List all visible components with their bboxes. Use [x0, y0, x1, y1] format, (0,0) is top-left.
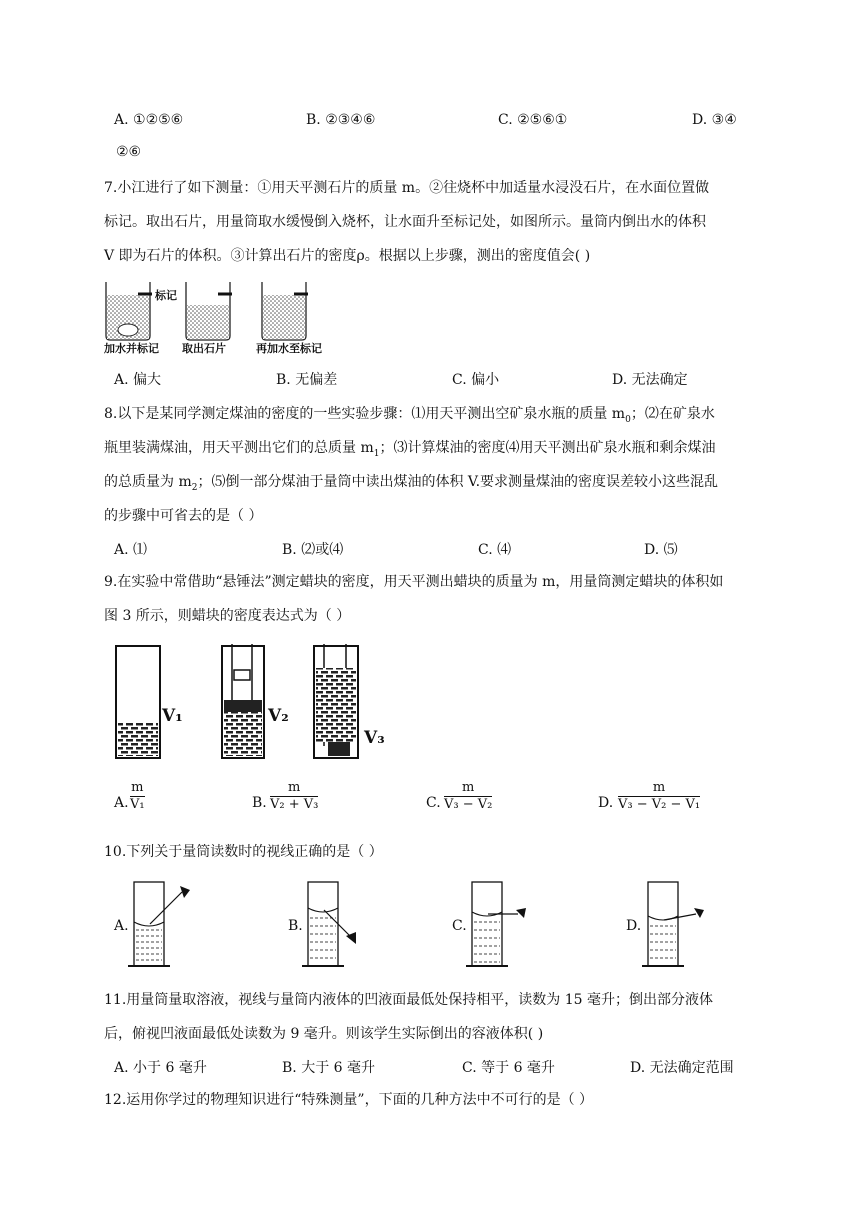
q6-option-d: D. ③④ [692, 112, 737, 128]
q8-line-1: 8.以下是某同学测定煤油的密度的一些实验步骤：⑴用天平测出空矿泉水瓶的质量 $m_0$；⑵在矿泉水 [104, 406, 715, 425]
q10-option-b-figure [300, 878, 370, 972]
q7-caption-2: 取出石片 [182, 342, 226, 355]
q11-option-a: A. 小于 6 毫升 [114, 1060, 207, 1076]
q9-line-2: 图 3 所示，则蜡块的密度表达式为（ ） [104, 608, 351, 624]
q7-line-1: 7.小江进行了如下测量：①用天平测石片的质量 m。②往烧杯中加适量水浸没石片，在水面位置做 [104, 180, 710, 196]
q9-option-a-letter: A. [114, 795, 129, 811]
q9-label-v2: V₂ [268, 706, 289, 726]
q7-mark-label: 标记 [155, 289, 177, 302]
q7-caption-1: 加水并标记 [104, 342, 159, 355]
q12-text: 12.运用你学过的物理知识进行“特殊测量”，下面的几种方法中不可行的是（ ） [104, 1092, 594, 1108]
q7-option-b: B. 无偏差 [276, 372, 338, 388]
q10-option-d-letter: D. [626, 918, 642, 934]
q6-option-c: C. ②⑤⑥① [498, 112, 568, 128]
q11-option-c: C. 等于 6 毫升 [462, 1060, 555, 1076]
q7-caption-3: 再加水至标记 [256, 342, 322, 355]
q7-line-2: 标记。取出石片，用量筒取水缓慢倒入烧杯，让水面升至标记处，如图所示。量筒内倒出水的体积 [104, 214, 706, 230]
q11-line-1: 11.用量筒量取溶液，视线与量筒内液体的凹液面最低处保持相平，读数为 15 毫升；倒出部分液体 [104, 992, 713, 1008]
q8-line-4: 的步骤中可省去的是（ ） [104, 508, 263, 524]
q10-option-c-letter: C. [452, 918, 467, 934]
q9-option-c-letter: C. [426, 795, 441, 811]
q6-option-b: B. ②③④⑥ [306, 112, 376, 128]
q9-label-v3: V₃ [364, 728, 385, 748]
q9-option-b-fraction: m V₂ + V₃ [270, 780, 319, 812]
q6-option-d-continued: ②⑥ [116, 144, 142, 160]
q11-option-b: B. 大于 6 毫升 [282, 1060, 376, 1076]
q10-option-a-figure [126, 878, 196, 972]
q9-label-v1: V₁ [162, 706, 183, 726]
q9-line-1: 9.在实验中常借助“悬锤法”测定蜡块的密度，用天平测出蜡块的质量为 m，用量筒测定蜡块的体积如 [104, 574, 724, 590]
q11-line-2: 后，俯视凹液面最低处读数为 9 毫升。则该学生实际倒出的容液体积( ) [104, 1026, 544, 1042]
q8-option-c: C. ⑷ [478, 542, 512, 558]
q10-option-a-letter: A. [114, 918, 129, 934]
q9-option-a-fraction: m V₁ [130, 780, 145, 812]
q10-text: 10.下列关于量筒读数时的视线正确的是（ ） [104, 844, 383, 860]
q9-option-c-fraction: m V₃ − V₂ [444, 780, 493, 812]
q8-option-d: D. ⑸ [644, 542, 678, 558]
q11-option-d: D. 无法确定范围 [630, 1060, 734, 1076]
q8-option-b: B. ⑵或⑷ [282, 542, 344, 558]
q9-option-d-fraction: m V₃ − V₂ − V₁ [618, 780, 701, 812]
q7-option-c: C. 偏小 [452, 372, 500, 388]
q9-option-b-letter: B. [252, 795, 267, 811]
q7-option-a: A. 偏大 [114, 372, 162, 388]
q6-option-a: A. ①②⑤⑥ [114, 112, 184, 128]
q7-line-3: V 即为石片的体积。③计算出石片的密度ρ。根据以上步骤，测出的密度值会( ) [104, 248, 591, 264]
q10-option-d-figure [640, 878, 710, 972]
q7-option-d: D. 无法确定 [612, 372, 688, 388]
q9-option-d-letter: D. [598, 795, 614, 811]
q10-option-c-figure [464, 878, 534, 972]
q8-line-3: 的总质量为 $m_2$；⑸倒一部分煤油于量筒中读出煤油的体积 V.要求测量煤油的密度误差较小这些混乱 [104, 474, 719, 493]
q8-line-2: 瓶里装满煤油，用天平测出它们的总质量 $m_1$；⑶计算煤油的密度⑷用天平测出矿泉水瓶和剩余煤油 [104, 440, 716, 459]
q10-option-b-letter: B. [288, 918, 303, 934]
q8-option-a: A. ⑴ [114, 542, 148, 558]
